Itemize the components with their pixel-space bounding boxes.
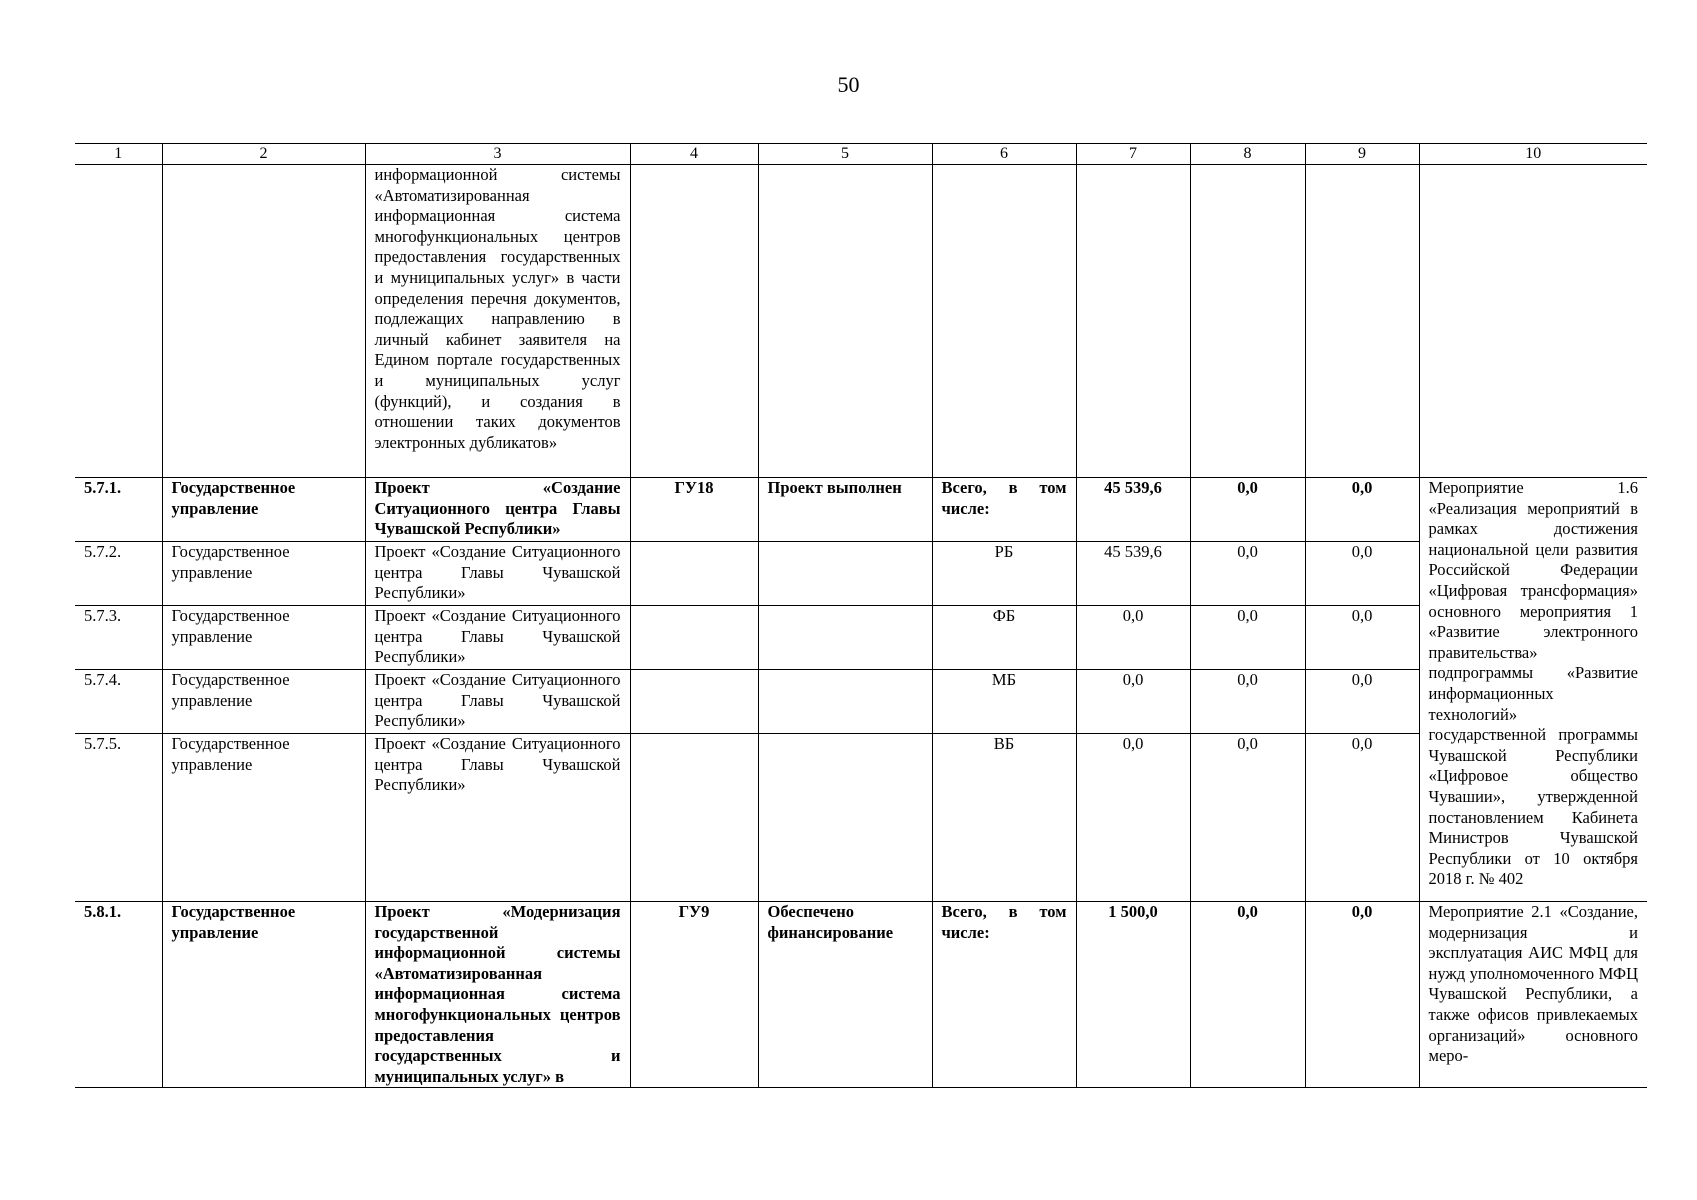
row-result (758, 542, 932, 606)
row-id: 5.7.5. (75, 734, 162, 902)
row-note: Мероприятие 2.1 «Создание, модернизация и эксплуатация АИС МФЦ для нужд уполномоченного МФЦ Чувашской Республики, а также офисов привлекаемых организаций» основного меро- (1419, 902, 1647, 1088)
row-name: Проект «Создание Ситуационного центра Главы Чувашской Республики» (365, 478, 630, 542)
row-id: 5.7.1. (75, 478, 162, 542)
column-numbers-row (75, 144, 1647, 165)
row-value-7: 0,0 (1076, 606, 1190, 670)
table-row (75, 606, 1647, 670)
row-area: Государственное управление (162, 734, 365, 902)
row-id: 5.7.4. (75, 670, 162, 734)
table-row (75, 478, 1647, 542)
table-row (75, 542, 1647, 606)
program-table (75, 143, 1647, 1088)
row-note: Мероприятие 1.6 «Реализация мероприятий в рамках достижения национальной цели развития Российской Федерации «Цифровая трансформация» основного мероприятия 1 «Развитие электронного правительства» подпрограммы «Развитие информационных технологий» государственной программы Чувашской Республики «Цифровое общество Чувашии», утвержденной постановлением Кабинета Министров Чувашской Республики от 10 октября 2018 г. № 402 (1419, 478, 1647, 902)
row-value-8: 0,0 (1190, 902, 1305, 1088)
row-source: ФБ (932, 606, 1076, 670)
col-header: 9 (1305, 144, 1419, 165)
row-name: Проект «Создание Ситуационного центра Главы Чувашской Республики» (365, 734, 630, 902)
row-area: Государственное управление (162, 670, 365, 734)
row-name: Проект «Создание Ситуационного центра Главы Чувашской Республики» (365, 542, 630, 606)
row-value-8: 0,0 (1190, 542, 1305, 606)
row-value-7: 45 539,6 (1076, 478, 1190, 542)
row-code (630, 670, 758, 734)
row-value-9: 0,0 (1305, 902, 1419, 1088)
col-header: 7 (1076, 144, 1190, 165)
row-area: Государственное управление (162, 606, 365, 670)
row-source: РБ (932, 542, 1076, 606)
row-value-9: 0,0 (1305, 670, 1419, 734)
col-header: 1 (75, 144, 162, 165)
page-number: 50 (837, 72, 860, 97)
col-header: 4 (630, 144, 758, 165)
row-name: Проект «Создание Ситуационного центра Главы Чувашской Республики» (365, 670, 630, 734)
table-row-continued (75, 165, 1647, 478)
row-id: 5.7.3. (75, 606, 162, 670)
row-value-8: 0,0 (1190, 478, 1305, 542)
row-value-7: 45 539,6 (1076, 542, 1190, 606)
row-value-7: 1 500,0 (1076, 902, 1190, 1088)
col-header: 5 (758, 144, 932, 165)
table-row (75, 734, 1647, 902)
row-value-9: 0,0 (1305, 478, 1419, 542)
row-source: ВБ (932, 734, 1076, 902)
row-area: Государственное управление (162, 902, 365, 1088)
row-value-7: 0,0 (1076, 734, 1190, 902)
table-row (75, 670, 1647, 734)
row-code (630, 606, 758, 670)
col-header: 8 (1190, 144, 1305, 165)
row-source: Всего, в том числе: (932, 902, 1076, 1088)
row-result: Проект выполнен (758, 478, 932, 542)
col-header: 2 (162, 144, 365, 165)
row-value-9: 0,0 (1305, 734, 1419, 902)
row-id: 5.7.2. (75, 542, 162, 606)
row-value-8: 0,0 (1190, 606, 1305, 670)
row-code: ГУ9 (630, 902, 758, 1088)
continued-text: информационной системы «Автоматизированная информационная система многофункциональных центров предоставления государственных и муниципальных услуг» в части определения перечня документов, подлежащих направлению в личный кабинет заявителя на Едином портале государственных и муниципальных услуг (функций), и создания в отношении таких документов электронных дубликатов» (365, 165, 630, 478)
col-header: 3 (365, 144, 630, 165)
row-value-9: 0,0 (1305, 542, 1419, 606)
row-result (758, 734, 932, 902)
col-header: 6 (932, 144, 1076, 165)
row-code: ГУ18 (630, 478, 758, 542)
row-name: Проект «Модернизация государственной информационной системы «Автоматизированная информационная система многофункциональных центров предоставления государственных и муниципальных услуг» в (365, 902, 630, 1088)
col-header: 10 (1419, 144, 1647, 165)
row-source: МБ (932, 670, 1076, 734)
row-code (630, 542, 758, 606)
row-result (758, 670, 932, 734)
row-result: Обеспечено финансирование (758, 902, 932, 1088)
table-row (75, 902, 1647, 1088)
row-area: Государственное управление (162, 542, 365, 606)
row-value-8: 0,0 (1190, 670, 1305, 734)
row-value-7: 0,0 (1076, 670, 1190, 734)
row-source: Всего, в том числе: (932, 478, 1076, 542)
row-value-8: 0,0 (1190, 734, 1305, 902)
row-id: 5.8.1. (75, 902, 162, 1088)
row-code (630, 734, 758, 902)
row-name: Проект «Создание Ситуационного центра Главы Чувашской Республики» (365, 606, 630, 670)
row-value-9: 0,0 (1305, 606, 1419, 670)
row-result (758, 606, 932, 670)
row-area: Государственное управление (162, 478, 365, 542)
